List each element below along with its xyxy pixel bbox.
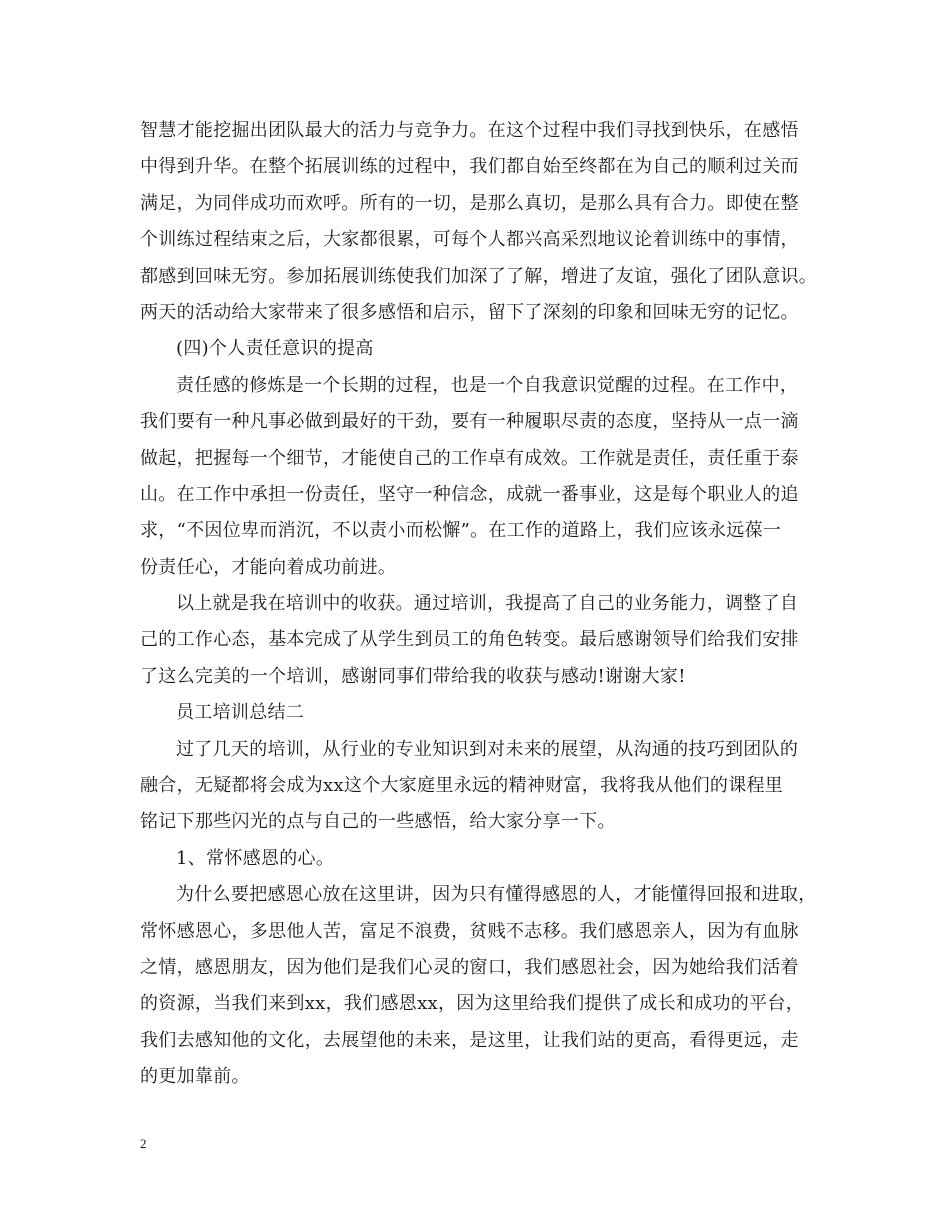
- text-line: 常怀感恩心，多思他人苦，富足不浪费，贫贱不志移。我们感恩亲人，因为有血脉: [140, 920, 799, 942]
- text-line: 求，“不因位卑而消沉，不以责小而松懈”。在工作的道路上，我们应该永远葆一: [140, 520, 782, 542]
- text-line: 了这么完美的一个培训，感谢同事们带给我的收获与感动!谢谢大家!: [140, 665, 686, 687]
- text-line: 铭记下那些闪光的点与自己的一些感悟，给大家分享一下。: [140, 811, 616, 833]
- text-line: (四)个人责任意识的提高: [176, 338, 374, 360]
- text-line: 做起，把握每一个细节，才能使自己的工作卓有成效。工作就是责任，责任重于泰: [140, 447, 799, 469]
- page-number: 2: [140, 1136, 147, 1151]
- text-line: 两天的活动给大家带来了很多感悟和启示，留下了深刻的印象和回味无穷的记忆。: [140, 301, 799, 323]
- text-line: 的更加靠前。: [140, 1066, 250, 1088]
- text-line: 之情，感恩朋友，因为他们是我们心灵的窗口，我们感恩社会，因为她给我们活着: [140, 956, 799, 978]
- text-line: 个训练过程结束之后，大家都很累，可每个人都兴高采烈地议论着训练中的事情，: [140, 229, 799, 251]
- text-line: 融合，无疑都将会成为xx这个大家庭里永远的精神财富，我将我从他们的课程里: [140, 775, 784, 797]
- text-line: 过了几天的培训，从行业的专业知识到对未来的展望，从沟通的技巧到团队的: [176, 738, 799, 760]
- text-line: 份责任心，才能向着成功前进。: [140, 556, 397, 578]
- text-line: 中得到升华。在整个拓展训练的过程中，我们都自始至终都在为自己的顺利过关而: [140, 156, 799, 178]
- text-line: 己的工作心态，基本完成了从学生到员工的角色转变。最后感谢领导们给我们安排: [140, 629, 799, 651]
- text-line: 为什么要把感恩心放在这里讲，因为只有懂得感恩的人，才能懂得回报和进取，: [176, 884, 817, 906]
- text-line: 以上就是我在培训中的收获。通过培训，我提高了自己的业务能力，调整了自: [176, 593, 799, 615]
- text-line: 责任感的修炼是一个长期的过程，也是一个自我意识觉醒的过程。在工作中，: [176, 374, 799, 396]
- text-line: 员工培训总结二: [176, 702, 305, 724]
- document-body: [140, 113, 820, 1096]
- text-line: 都感到回味无穷。参加拓展训练使我们加深了了解，增进了友谊，强化了团队意识。: [140, 265, 818, 287]
- text-line: 山。在工作中承担一份责任，坚守一种信念，成就一番事业，这是每个职业人的追: [140, 483, 799, 505]
- text-line: 1、常怀感恩的心。: [176, 847, 335, 869]
- text-line: 的资源，当我们来到xx，我们感恩xx，因为这里给我们提供了成长和成功的平台，: [140, 993, 805, 1015]
- text-line: 满足，为同伴成功而欢呼。所有的一切，是那么真切，是那么具有合力。即使在整: [140, 192, 799, 214]
- text-line: 我们去感知他的文化，去展望他的未来，是这里，让我们站的更高，看得更远，走: [140, 1029, 799, 1051]
- text-line: 我们要有一种凡事必做到最好的干劲，要有一种履职尽责的态度，坚持从一点一滴: [140, 411, 799, 433]
- text-line: 智慧才能挖掘出团队最大的活力与竞争力。在这个过程中我们寻找到快乐，在感悟: [140, 120, 799, 141]
